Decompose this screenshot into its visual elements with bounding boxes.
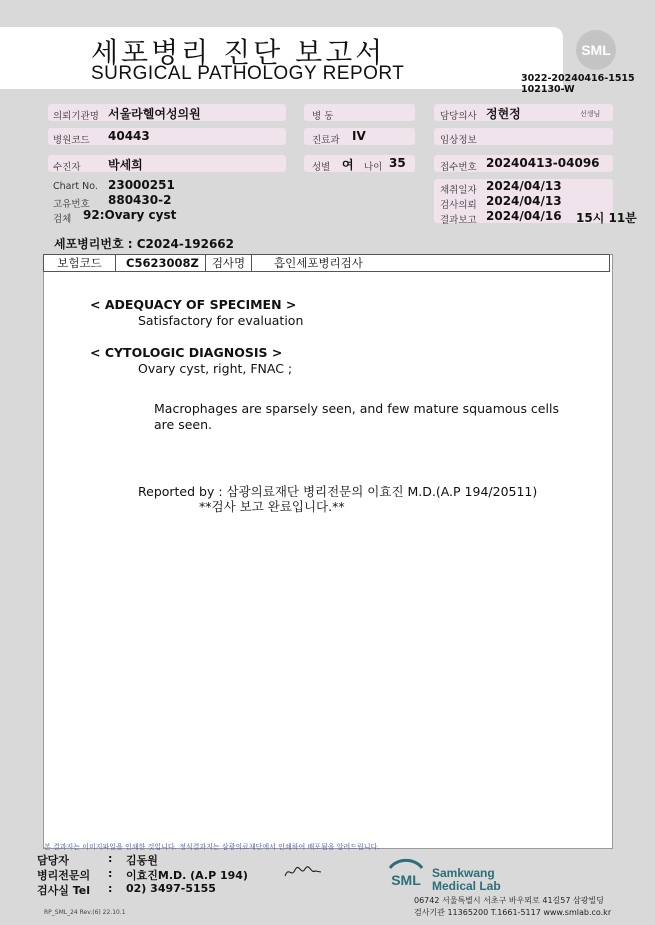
institution-value: 서울라헬여성의원 [108,107,201,121]
clinical-label: 임상정보 [440,135,477,146]
report-title-english: SURGICAL PATHOLOGY REPORT [91,63,405,84]
doctor-label: 담당의사 [440,111,477,122]
chart-label: Chart No. [53,181,98,192]
chart-value: 23000251 [108,178,175,192]
specimen-value: 92:Ovary cyst [83,208,177,222]
document-number-line2: 102130-W [521,84,575,95]
dept-value: IV [352,129,366,143]
doctor-value: 정현정 [486,107,521,121]
sex-value: 여 [342,158,354,172]
insurance-code-label: 보험코드 [44,255,116,271]
pathologist-colon: : [108,867,113,880]
lab-name-line1: Samkwang [432,866,495,880]
sml-logo-icon: SML [576,30,616,70]
request-value: 2024/04/13 [486,194,562,208]
report-title-korean: 세포병리 진단 보고서 [91,36,386,69]
signature-icon [283,864,323,880]
diagnosis-heading: < CYTOLOGIC DIAGNOSIS > [90,345,283,360]
lab-name [432,867,501,893]
staff-value: 김동원 [126,854,158,867]
lab-address [414,895,611,919]
document-number [521,73,635,95]
lab-name-line2: Medical Lab [432,879,501,893]
test-name-value: 흡인세포병리검사 [274,256,363,270]
lab-registration-line: 검사기관 11365200 T.1661-5117 www.smlab.co.kr [414,908,612,917]
revision-text: RP_SML_24 Rev.(6) 22.10.1 [44,909,126,916]
findings-line1: Macrophages are sparsely seen, and few mature squamous cells [154,401,559,416]
patient-field-bg [48,155,286,172]
result-value: 2024/04/16 [486,209,562,223]
unique-label: 고유번호 [53,199,90,210]
collect-label: 채취일자 [440,185,477,196]
result-time: 15시 11분 [576,211,637,225]
receipt-label: 접수번호 [440,162,477,173]
age-label: 나이 [364,162,383,173]
unique-value: 880430-2 [108,193,172,207]
cytology-number: 세포병리번호 : C2024-192662 [54,237,234,251]
tel-value: 02) 3497-5155 [126,882,216,895]
patient-value: 박세희 [108,158,143,172]
print-notice: 본 결과지는 이미지파일을 인쇄한 것입니다. 정식결과지는 삼광의료재단에서 인쇄하여 배포됨을 알려드립니다. [44,843,380,851]
specimen-label: 검체 [53,214,72,225]
patient-label: 수진자 [53,162,81,173]
pathologist-value: 이효진M.D. (A.P 194) [126,869,248,882]
staff-label: 담당자 [37,854,69,867]
sex-label: 성별 [312,162,331,173]
result-label: 결과보고 [440,215,477,226]
document-number-line1: 3022-20240416-1515 [521,73,635,84]
lab-address-line: 06742 서울특별시 서초구 바우뫼로 41길57 삼광빌딩 [414,896,604,905]
report-complete: **검사 보고 완료입니다.** [199,499,345,514]
hospital-code-value: 40443 [108,129,150,143]
diagnosis-text: Ovary cyst, right, FNAC ; [138,361,293,376]
insurance-code-value: C5623008Z [116,255,206,271]
doctor-suffix: 선생님 [580,110,601,118]
age-value: 35 [389,156,406,170]
test-name-label: 검사명 [206,255,252,271]
request-label: 검사의뢰 [440,200,477,211]
sml-lab-logo-icon [386,858,426,890]
receipt-value: 20240413-04096 [486,156,600,170]
findings-line2: are seen. [154,417,212,432]
tel-label: 검사실 Tel [37,884,90,897]
hospital-code-label: 병원코드 [53,135,90,146]
staff-colon: : [108,852,113,865]
test-header-row [43,254,610,272]
institution-label: 의뢰기관명 [53,111,99,122]
reported-by: Reported by : 삼광의료재단 병리전문의 이효진 M.D.(A.P 194/20511) [138,484,538,499]
sml-lab-logo-text: SML [391,872,421,888]
report-body [43,254,613,849]
dept-label: 진료과 [312,135,340,146]
ward-label: 병 동 [312,111,334,122]
collect-value: 2024/04/13 [486,179,562,193]
tel-colon: : [108,882,113,895]
pathologist-label: 병리전문의 [37,869,91,882]
adequacy-heading: < ADEQUACY OF SPECIMEN > [90,297,297,312]
adequacy-text: Satisfactory for evaluation [138,313,304,328]
